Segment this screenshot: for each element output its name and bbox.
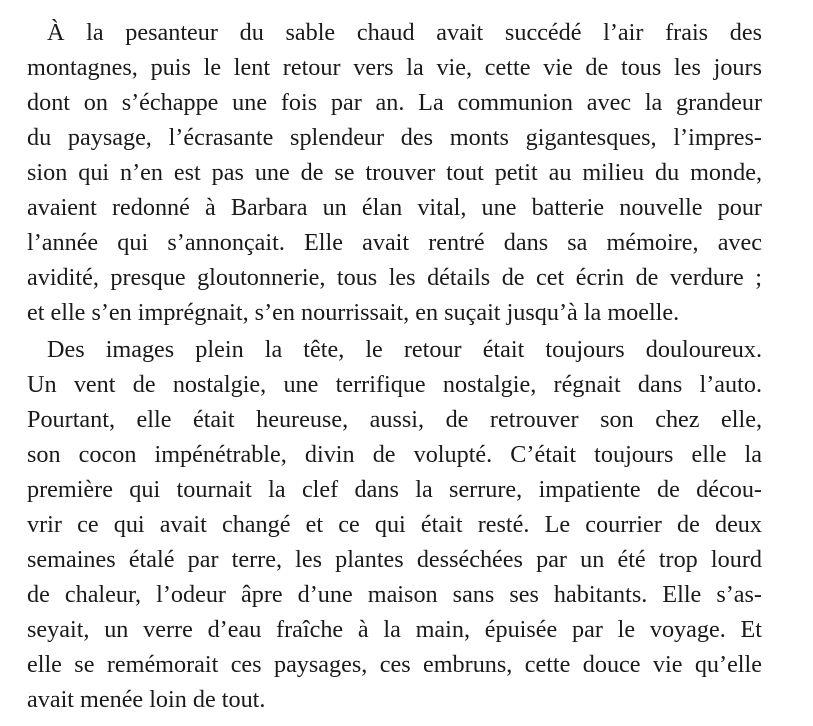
text-line: elle se remémorait ces paysages, ces embruns, cette douce vie qu’elle: [27, 651, 762, 678]
text-line: première qui tournait la clef dans la serrure, impatiente de décou-: [27, 476, 762, 503]
text-line: semaines étalé par terre, les plantes desséchées par un été trop lourd: [27, 546, 762, 573]
text-line: Un vent de nostalgie, une terrifique nostalgie, régnait dans l’auto.: [27, 371, 762, 398]
text-line: l’année qui s’annonçait. Elle avait rentré dans sa mémoire, avec: [27, 229, 762, 256]
text-line: sion qui n’en est pas une de se trouver tout petit au milieu du monde,: [27, 159, 762, 186]
text-line: À la pesanteur du sable chaud avait succédé l’air frais des: [47, 19, 762, 46]
text-line: montagnes, puis le lent retour vers la vie, cette vie de tous les jours: [27, 54, 762, 81]
text-line: avidité, presque gloutonnerie, tous les détails de cet écrin de verdure ;: [27, 264, 762, 291]
text-line: du paysage, l’écrasante splendeur des monts gigantesques, l’impres-: [27, 124, 762, 151]
text-line: vrir ce qui avait changé et ce qui était resté. Le courrier de deux: [27, 511, 762, 538]
text-line: seyait, un verre d’eau fraîche à la main, épuisée par le voyage. Et: [27, 616, 762, 643]
text-line: dont on s’échappe une fois par an. La communion avec la grandeur: [27, 89, 762, 116]
text-line: avaient redonné à Barbara un élan vital, une batterie nouvelle pour: [27, 194, 762, 221]
text-line: Pourtant, elle était heureuse, aussi, de retrouver son chez elle,: [27, 406, 762, 433]
text-line: Des images plein la tête, le retour était toujours douloureux.: [47, 336, 762, 363]
text-line: avait menée loin de tout.: [27, 686, 266, 713]
text-line: et elle s’en imprégnait, s’en nourrissait, en suçait jusqu’à la moelle.: [27, 299, 680, 326]
text-line: son cocon impénétrable, divin de volupté. C’était toujours elle la: [27, 441, 762, 468]
text-line: de chaleur, l’odeur âpre d’une maison sans ses habitants. Elle s’as-: [27, 581, 762, 608]
